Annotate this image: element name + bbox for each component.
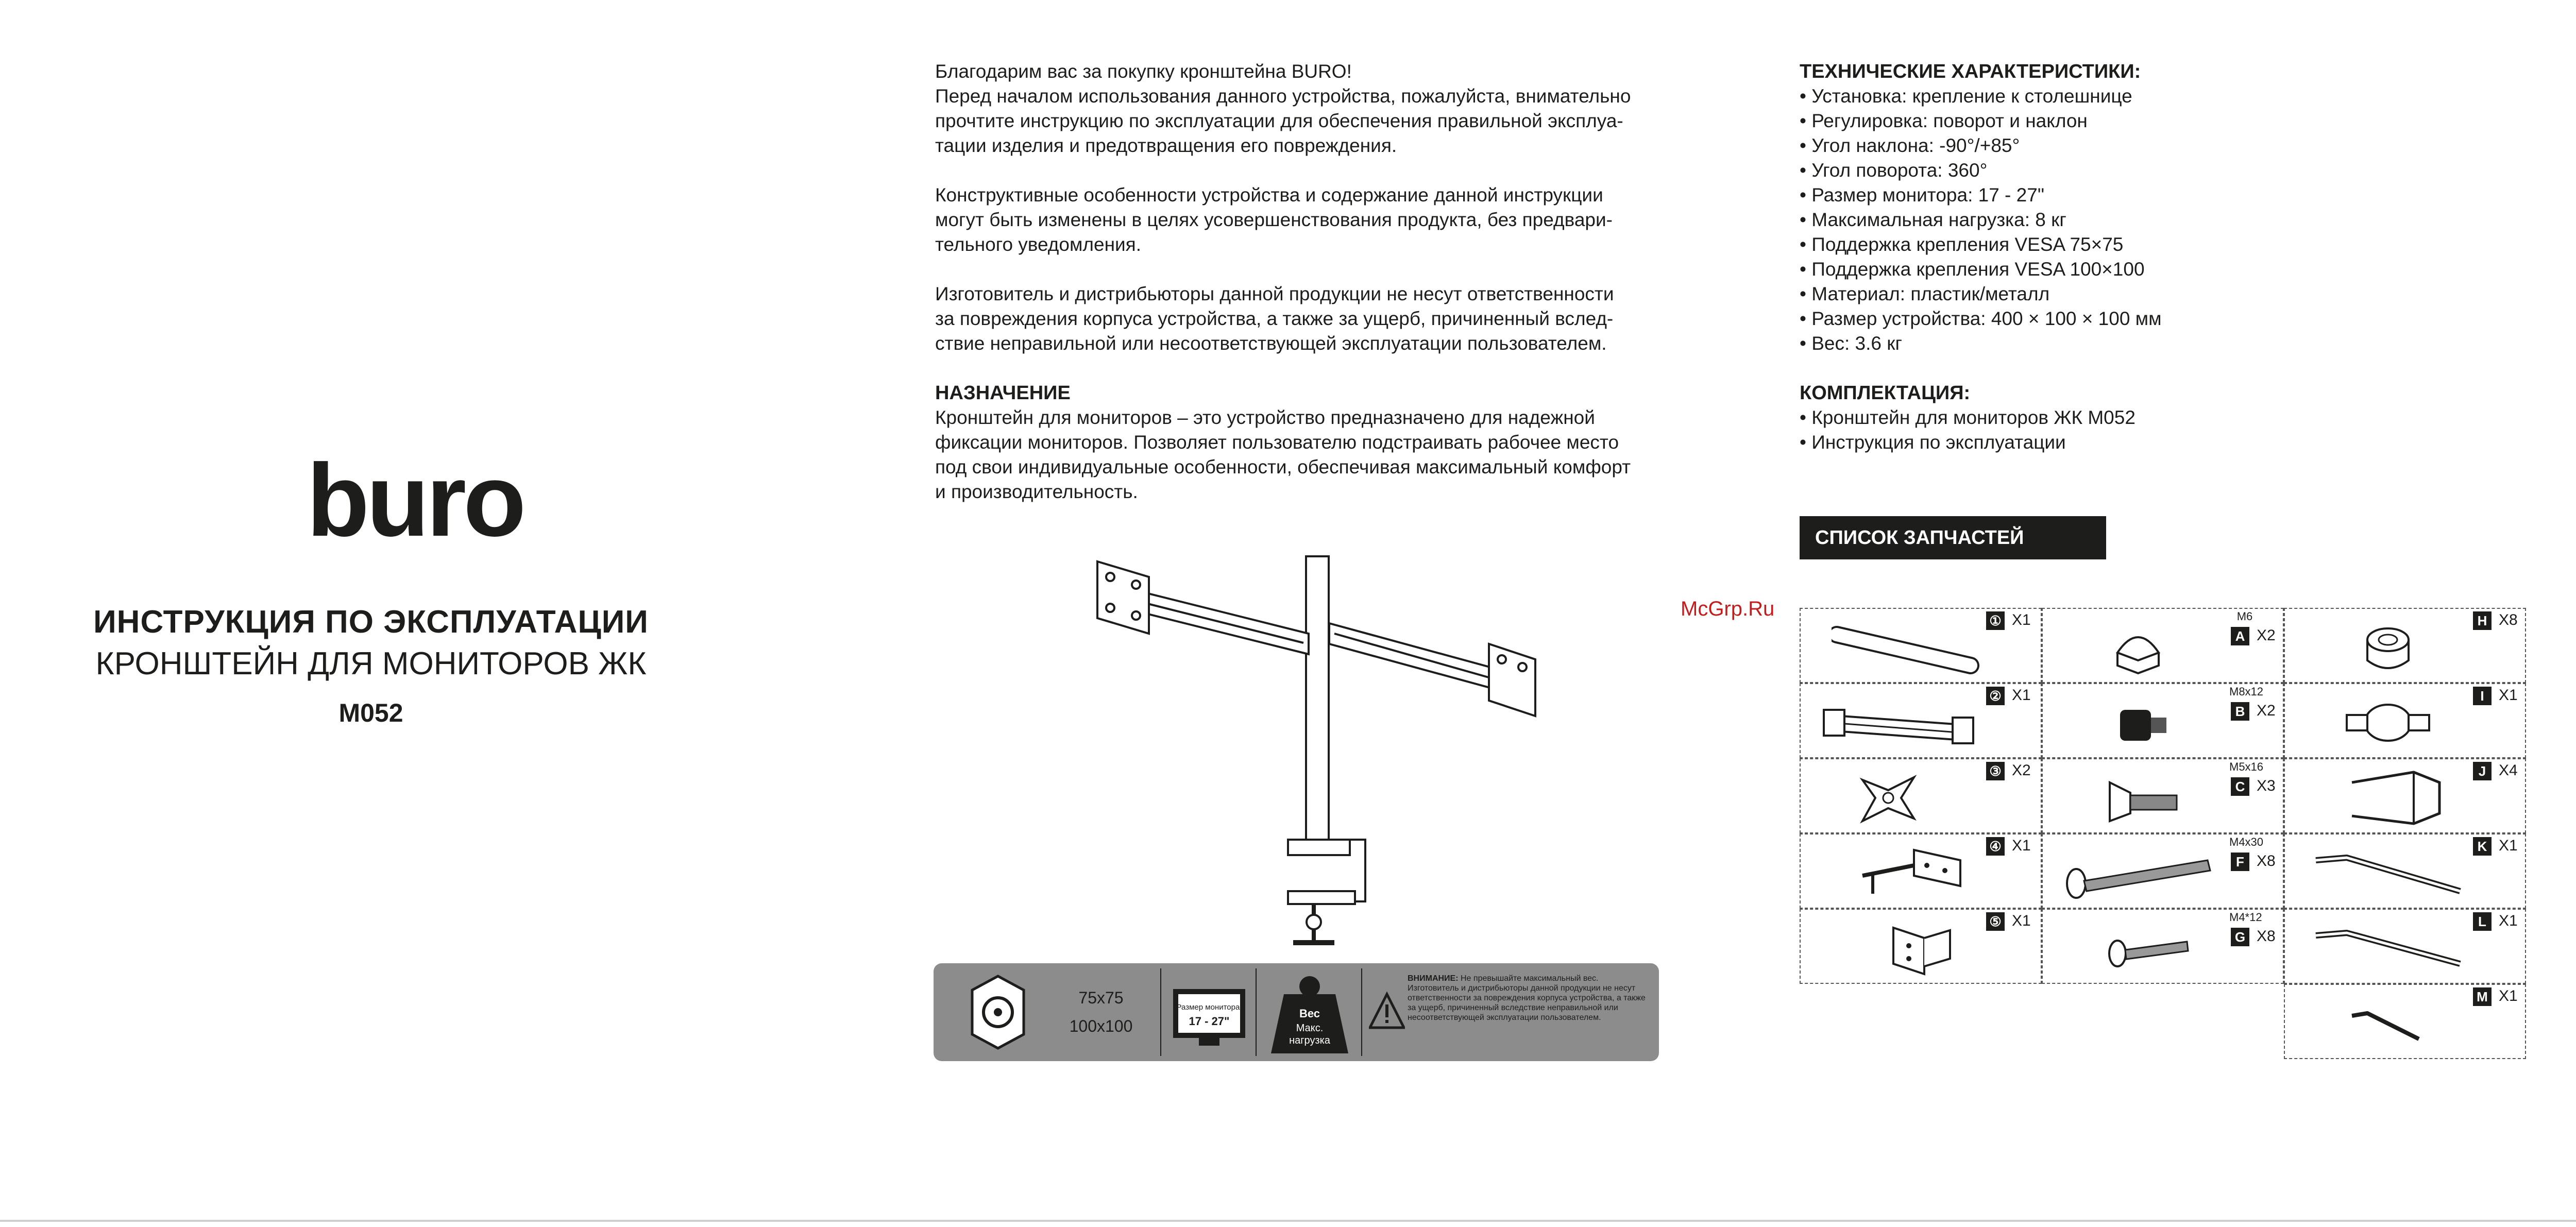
spec-item: • Максимальная нагрузка: 8 кг [1800, 208, 2263, 232]
intro-line: Изготовитель и дистрибьюторы данной продукции не несут ответственности [935, 283, 1614, 304]
warning-title: ВНИМАНИЕ: [1408, 974, 1459, 983]
part-size: M4*12 [2229, 911, 2262, 924]
part-id: K [2473, 837, 2492, 856]
package-list [1800, 405, 2263, 455]
intro-line: фиксации мониторов. Позволяет пользователю подстраивать рабочее место [935, 432, 1619, 453]
part-size: M5x16 [2229, 760, 2264, 773]
part-cell [2042, 683, 2284, 758]
part-bolt-b-icon [2115, 697, 2172, 754]
part-qty: X1 [2499, 687, 2518, 704]
watermark: McGrp.Ru [1681, 598, 1775, 620]
spec-item: • Установка: крепление к столешнице [1800, 84, 2263, 109]
part-id: B [2231, 702, 2249, 721]
part-id: J [2473, 762, 2492, 780]
weight-label-2: Макс. [1296, 1023, 1324, 1034]
part-id: G [2231, 928, 2249, 946]
weight-label-1: Вес [1299, 1007, 1320, 1020]
weight-cell [1263, 968, 1356, 1056]
part-qty: X8 [2257, 928, 2276, 945]
panel-divider [1160, 968, 1161, 1056]
spec-item: • Поддержка крепления VESA 75×75 [1800, 232, 2263, 257]
vesa-100: 100x100 [1069, 1017, 1133, 1035]
buro-logo [307, 458, 562, 551]
part-id: C [2231, 777, 2249, 796]
part-qty: X2 [2257, 627, 2276, 644]
part-id: I [2473, 687, 2492, 705]
monitor-size-value: 17 - 27" [1189, 1015, 1230, 1028]
parts-list-heading: СПИСОК ЗАПЧАСТЕЙ [1800, 516, 2106, 559]
spec-item: • Угол поворота: 360° [1800, 158, 2263, 183]
part-pole-icon [1832, 619, 1986, 676]
part-cell [2284, 758, 2526, 833]
part-qty: X2 [2257, 702, 2276, 719]
vesa-75: 75x75 [1078, 989, 1124, 1007]
intro-text [935, 59, 1667, 504]
part-qty: X1 [2499, 912, 2518, 929]
cover-title: ИНСТРУКЦИЯ ПО ЭКСПЛУАТАЦИИ [93, 604, 649, 640]
part-screw-c-icon [2105, 772, 2187, 829]
part-cell [1800, 683, 2042, 758]
part-collar-icon [2336, 694, 2439, 751]
part-cell [2042, 758, 2284, 833]
part-size: M6 [2236, 610, 2253, 623]
part-bracket-icon [1878, 917, 1960, 979]
intro-line: Конструктивные особенности устройства и содержание данной инструкции [935, 184, 1603, 206]
warning-text [1408, 974, 1650, 1023]
intro-line: за повреждения корпуса устройства, а также за ущерб, причиненный вслед- [935, 308, 1614, 329]
part-id: ① [1986, 611, 2005, 630]
part-qty: X1 [2012, 837, 2031, 854]
part-id: A [2231, 627, 2249, 645]
specs-block [1800, 59, 2263, 455]
package-item: • Инструкция по эксплуатации [1800, 430, 2263, 455]
part-id: ⑤ [1986, 912, 2005, 931]
cover-model: M052 [338, 698, 403, 727]
part-id: M [2473, 987, 2492, 1006]
part-screw-f-icon [2063, 850, 2218, 901]
part-qty: X1 [2012, 611, 2031, 628]
intro-line: тельного уведомления. [935, 234, 1141, 255]
part-spacer-icon [2357, 619, 2419, 676]
part-cell [2042, 608, 2284, 683]
monitor-icon [1168, 968, 1250, 1056]
bracket-illustration [1087, 551, 1551, 963]
intro-line: ствие неправильной или несоответствующей эксплуатации пользователем. [935, 333, 1607, 354]
part-screw-g-icon [2105, 930, 2197, 972]
part-cell [1800, 833, 2042, 909]
warning-body: Не превышайте максимальный вес. Изготовитель и дистрибьюторы данной продукции не несут ответственности за повреждения корпуса устройства, а также за ущерб, причиненный вследствие неправильной или несоответствующей эксплуатации пользователем. [1408, 974, 1646, 1022]
part-cell [2042, 909, 2284, 984]
part-qty: X4 [2499, 762, 2518, 779]
part-size: M8x12 [2229, 685, 2264, 698]
weight-label-3: нагрузка [1289, 1035, 1330, 1046]
part-qty: X3 [2257, 777, 2276, 794]
vesa-icon [964, 968, 1031, 1056]
vesa-values [1062, 984, 1140, 1071]
intro-line: Кронштейн для мониторов – это устройство предназначено для надежной [935, 407, 1595, 428]
spec-icon-panel [934, 963, 1659, 1061]
part-arm-icon [1821, 700, 1976, 751]
spec-item: • Размер монитора: 17 - 27" [1800, 183, 2263, 208]
part-qty: X1 [2012, 687, 2031, 704]
part-qty: X1 [2499, 987, 2518, 1004]
intro-line: прочтите инструкцию по эксплуатации для обеспечения правильной эксплуа- [935, 110, 1623, 131]
package-item: • Кронштейн для мониторов ЖК M052 [1800, 405, 2263, 430]
part-id: F [2231, 853, 2249, 871]
part-qty: X8 [2257, 853, 2276, 870]
part-cell [2284, 909, 2526, 984]
spec-item: • Материал: пластик/металл [1800, 282, 2263, 306]
part-cell [1800, 608, 2042, 683]
spec-item: • Вес: 3.6 кг [1800, 331, 2263, 356]
part-hex-key-k-icon [2306, 847, 2470, 904]
part-cell [2284, 833, 2526, 909]
part-vesa-plate-icon [1852, 770, 1924, 826]
panel-divider [1361, 968, 1362, 1056]
monitor-label: Размер монитора: [1176, 1003, 1242, 1012]
part-cell [2042, 833, 2284, 909]
part-cell [2284, 984, 2526, 1059]
part-id: L [2473, 912, 2492, 931]
part-qty: X1 [2499, 837, 2518, 854]
weight-icon [1263, 968, 1356, 1056]
intro-line: могут быть изменены в целях усовершенствования продукта, без предвари- [935, 209, 1613, 230]
part-cell [1800, 909, 2042, 984]
part-id: ② [1986, 687, 2005, 705]
part-hex-key-l-icon [2306, 923, 2470, 979]
panel-divider [1256, 968, 1257, 1056]
part-cable-clip-icon [2336, 767, 2450, 829]
spec-item: • Размер устройства: 400 × 100 × 100 мм [1800, 306, 2263, 331]
part-qty: X2 [2012, 762, 2031, 779]
specs-heading: ТЕХНИЧЕСКИЕ ХАРАКТЕРИСТИКИ: [1800, 61, 2141, 82]
intro-line: тации изделия и предотвращения его повреждения. [935, 135, 1397, 156]
page-bottom-rule [0, 1220, 2576, 1222]
parts-grid [1800, 608, 2526, 1061]
spec-item: • Угол наклона: -90°/+85° [1800, 133, 2263, 158]
intro-line: Перед началом использования данного устройства, пожалуйста, внимательно [935, 86, 1631, 107]
warning-icon [1369, 968, 1405, 1056]
part-hex-key-m-icon [2347, 1003, 2429, 1049]
intro-line: под свои индивидуальные особенности, обеспечивая максимальный комфорт [935, 456, 1631, 478]
vesa-cell [964, 968, 1031, 1056]
part-nut-icon [2110, 622, 2166, 678]
part-id: ③ [1986, 762, 2005, 780]
cover-subtitle: КРОНШТЕЙН ДЛЯ МОНИТОРОВ ЖК [95, 646, 647, 681]
intro-line: и производительность. [935, 481, 1138, 502]
spec-item: • Поддержка крепления VESA 100×100 [1800, 257, 2263, 282]
part-cell [2284, 683, 2526, 758]
intro-line: Благодарим вас за покупку кронштейна BURO! [935, 61, 1352, 82]
part-size: M4x30 [2229, 836, 2264, 848]
part-id: ④ [1986, 837, 2005, 856]
spec-item: • Регулировка: поворот и наклон [1800, 109, 2263, 133]
part-qty: X1 [2012, 912, 2031, 929]
part-cell [1800, 758, 2042, 833]
purpose-heading: НАЗНАЧЕНИЕ [935, 382, 1071, 404]
warning-cell [1369, 968, 1405, 1056]
part-qty: X8 [2499, 611, 2518, 628]
package-heading: КОМПЛЕКТАЦИЯ: [1800, 382, 1971, 404]
part-id: H [2473, 611, 2492, 630]
part-cell [2284, 608, 2526, 683]
logo-text: buro [307, 458, 523, 551]
monitor-size-cell [1168, 968, 1250, 1056]
specs-list [1800, 84, 2263, 356]
part-clamp-plate-icon [1852, 845, 1965, 901]
